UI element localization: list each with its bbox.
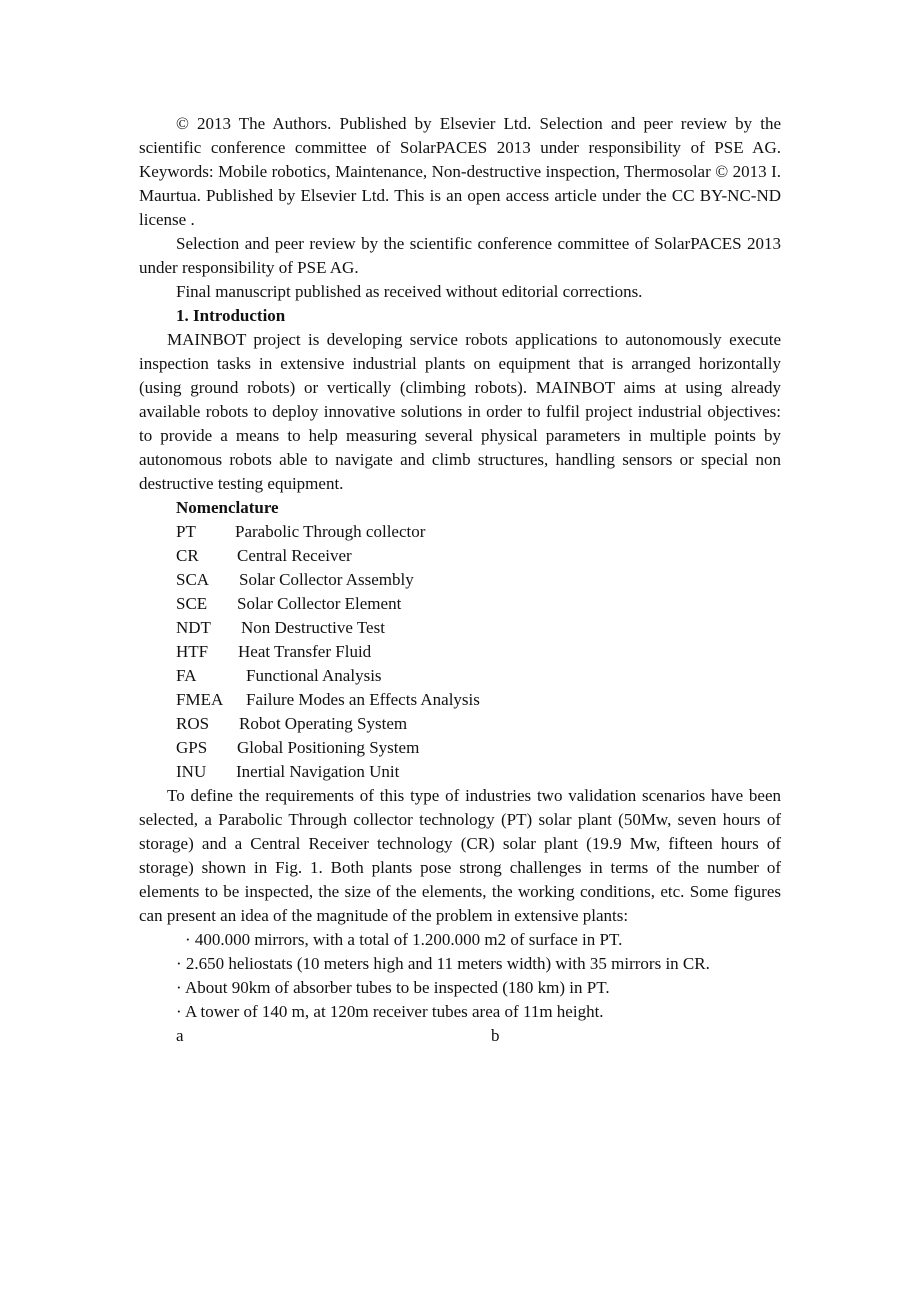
figure-panel-labels [139, 1024, 781, 1048]
nomenclature-item [176, 568, 781, 592]
introduction-paragraph: MAINBOT project is developing service robots applications to autonomously execute inspection tasks in extensive industrial plants on equipment that is arranged horizontally (using ground robots) or vertically (climbing robots). MAINBOT aims at using already available robots to deploy innovative solutions in order to fulfil project industrial objectives: to provide a means to help measuring several physical parameters in multiple points by autonomous robots able to navigate and climb structures, handling sensors or special non destructive testing equipment. [139, 330, 781, 493]
nomenclature-definition: Inertial Navigation Unit [236, 762, 400, 781]
nomenclature-definition: Parabolic Through collector [235, 522, 426, 541]
nomenclature-definition: Functional Analysis [246, 666, 382, 685]
nomenclature-definition: Solar Collector Element [237, 594, 402, 613]
nomenclature-item [176, 736, 781, 760]
introduction-heading: 1. Introduction [176, 306, 286, 325]
nomenclature-definition: Central Receiver [237, 546, 352, 565]
bullet-item: · 400.000 mirrors, with a total of 1.200.000 m2 of surface in PT. [185, 930, 623, 949]
nomenclature-definition: Failure Modes an Effects Analysis [246, 690, 480, 709]
nomenclature-list [139, 520, 781, 784]
bullet-item: · About 90km of absorber tubes to be inspected (180 km) in PT. [176, 978, 610, 997]
nomenclature-definition: Heat Transfer Fluid [238, 642, 372, 661]
nomenclature-item [176, 664, 781, 688]
nomenclature-definition: Non Destructive Test [241, 618, 385, 637]
nomenclature-abbr: PT [176, 522, 196, 541]
nomenclature-item [176, 640, 781, 664]
nomenclature-abbr: NDT [176, 618, 211, 637]
nomenclature-item [176, 544, 781, 568]
requirements-paragraph: To define the requirements of this type of industries two validation scenarios have been selected, a Parabolic Through collector technology (PT) solar plant (50Mw, seven hours of storage) and a Central Receiver technology (CR) solar plant (19.9 Mw, fifteen hours of storage) shown in Fig. 1. Both plants pose strong challenges in terms of the number of elements to be inspected, the size of the elements, the working conditions, etc. Some figures can present an idea of the magnitude of the problem in extensive plants: [139, 786, 781, 925]
nomenclature-abbr: FMEA [176, 690, 224, 709]
nomenclature-abbr: GPS [176, 738, 208, 757]
nomenclature-abbr: SCA [176, 570, 210, 589]
nomenclature-definition: Robot Operating System [239, 714, 408, 733]
figure-label-b: b [491, 1026, 500, 1045]
copyright-paragraph: © 2013 The Authors. Published by Elsevier Ltd. Selection and peer review by the scientific conference committee of SolarPACES 2013 under responsibility of PSE AG. Keywords: Mobile robotics, Maintenance, Non-destructive inspection, Thermosolar © 2013 I. Maurtua. Published by Elsevier Ltd. This is an open access article under the CC BY-NC-ND license . [139, 114, 781, 229]
bullet-item: · 2.650 heliostats (10 meters high and 11 meters width) with 35 mirrors in CR. [176, 954, 710, 973]
magnitude-bullet-list [139, 928, 781, 1024]
final-manuscript-note: Final manuscript published as received without editorial corrections. [176, 282, 643, 301]
nomenclature-item [176, 592, 781, 616]
nomenclature-item [176, 688, 781, 712]
nomenclature-item [176, 712, 781, 736]
nomenclature-definition: Solar Collector Assembly [239, 570, 414, 589]
nomenclature-item [176, 520, 781, 544]
nomenclature-abbr: INU [176, 762, 207, 781]
nomenclature-abbr: CR [176, 546, 199, 565]
selection-paragraph: Selection and peer review by the scientific conference committee of SolarPACES 2013 under responsibility of PSE AG. [139, 234, 781, 277]
nomenclature-definition: Global Positioning System [237, 738, 420, 757]
nomenclature-abbr: FA [176, 666, 197, 685]
nomenclature-abbr: HTF [176, 642, 209, 661]
nomenclature-abbr: SCE [176, 594, 208, 613]
nomenclature-item [176, 760, 781, 784]
nomenclature-abbr: ROS [176, 714, 210, 733]
nomenclature-item [176, 616, 781, 640]
bullet-item: · A tower of 140 m, at 120m receiver tubes area of 11m height. [176, 1002, 604, 1021]
nomenclature-heading: Nomenclature [176, 498, 279, 517]
figure-label-a: a [176, 1026, 184, 1045]
document-page [139, 112, 781, 1048]
